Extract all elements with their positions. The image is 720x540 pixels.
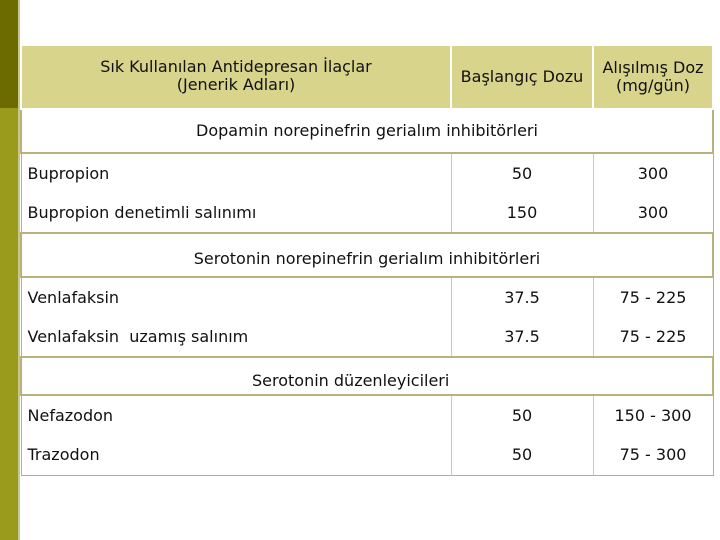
table-row	[21, 277, 713, 317]
section-row	[21, 233, 713, 277]
usual-dose: 75 - 225	[593, 277, 713, 317]
section-title: Serotonin norepinefrin gerialım inhibitörleri	[21, 233, 713, 277]
start-dose: 50	[451, 395, 593, 435]
header-drug-name-line1: Sık Kullanılan Antidepresan İlaçlar	[100, 57, 372, 76]
usual-dose: 75 - 300	[593, 435, 713, 475]
drug-name: Venlafaksin	[21, 277, 451, 317]
header-start-dose	[451, 45, 593, 109]
table-row	[21, 193, 713, 233]
usual-dose: 300	[593, 153, 713, 193]
header-usual-dose-line2: (mg/gün)	[615, 76, 691, 95]
section-row	[21, 109, 713, 153]
section-row	[21, 357, 713, 395]
drug-name: Trazodon	[21, 435, 451, 475]
table-row	[21, 317, 713, 357]
start-dose: 50	[451, 435, 593, 475]
left-accent-bar-lower	[0, 108, 18, 540]
drug-name: Bupropion denetimli salınımı	[21, 193, 451, 233]
header-drug-name	[21, 45, 451, 109]
drug-name: Bupropion	[21, 153, 451, 193]
section-title: Serotonin düzenleyicileri	[21, 357, 713, 395]
header-usual-dose-line1: Alışılmış Doz	[602, 58, 704, 77]
usual-dose: 300	[593, 193, 713, 233]
header-start-dose-label: Başlangıç Dozu	[460, 67, 584, 86]
drug-name: Nefazodon	[21, 395, 451, 435]
start-dose: 150	[451, 193, 593, 233]
table-row	[21, 153, 713, 193]
usual-dose: 75 - 225	[593, 317, 713, 357]
drug-name: Venlafaksin uzamış salınım	[21, 317, 451, 357]
header-usual-dose	[593, 45, 713, 109]
start-dose: 50	[451, 153, 593, 193]
start-dose: 37.5	[451, 277, 593, 317]
usual-dose: 150 - 300	[593, 395, 713, 435]
section-title: Dopamin norepinefrin gerialım inhibitörleri	[21, 109, 713, 153]
antidepressant-table	[20, 44, 714, 476]
table-row	[21, 395, 713, 435]
header-row	[21, 45, 713, 109]
table-row	[21, 435, 713, 475]
header-drug-name-line2: (Jenerik Adları)	[176, 75, 296, 94]
start-dose: 37.5	[451, 317, 593, 357]
